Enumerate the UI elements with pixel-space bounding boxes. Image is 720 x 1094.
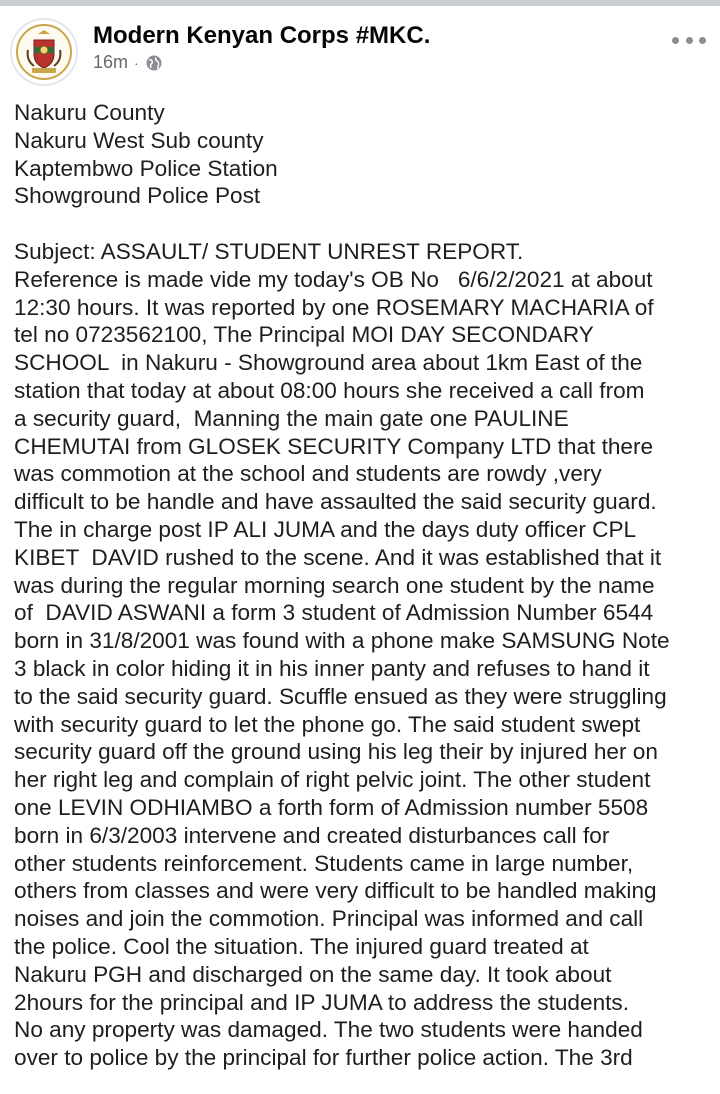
body-line: of DAVID ASWANI a form 3 student of Admission Number 6544 bbox=[14, 600, 654, 626]
body-line: born in 31/8/2001 was found with a phone make SAMSUNG Note bbox=[14, 628, 670, 654]
page-avatar[interactable] bbox=[10, 18, 78, 86]
body-line: her right leg and complain of right pelvic joint. The other student bbox=[14, 767, 651, 793]
body-line: 3 black in color hiding it in his inner panty and refuses to hand it bbox=[14, 655, 650, 681]
more-dot bbox=[672, 37, 679, 44]
body-line: Nakuru PGH and discharged on the same day. It took about bbox=[14, 961, 612, 987]
more-options-icon[interactable] bbox=[672, 32, 706, 48]
body-line: was commotion at the school and students are rowdy ,very bbox=[14, 461, 602, 487]
more-dot bbox=[699, 37, 706, 44]
body-line: to the said security guard. Scuffle ensued as they were struggling bbox=[14, 683, 667, 709]
globe-icon[interactable] bbox=[145, 54, 163, 72]
body-line: CHEMUTAI from GLOSEK SECURITY Company LTD that there bbox=[14, 433, 654, 459]
body-line: KIBET DAVID rushed to the scene. And it was established that it bbox=[14, 544, 662, 570]
body-line: was during the regular morning search one student by the name bbox=[14, 572, 655, 598]
address-line: Nakuru County bbox=[14, 100, 165, 125]
body-line: SCHOOL in Nakuru - Showground area about 1km East of the bbox=[14, 350, 643, 376]
meta-separator: · bbox=[134, 54, 139, 71]
body-line: tel no 0723562100, The Principal MOI DAY SECONDARY bbox=[14, 322, 594, 348]
address-line: Kaptembwo Police Station bbox=[14, 155, 278, 181]
post-meta bbox=[93, 52, 163, 73]
body-line: with security guard to let the phone go. The said student swept bbox=[14, 711, 641, 737]
body-line: others from classes and were very difficult to be handled making bbox=[14, 878, 657, 904]
address-line: Showground Police Post bbox=[14, 183, 261, 209]
body-line: over to police by the principal for further police action. The 3rd bbox=[14, 1045, 633, 1071]
body-line: a security guard, Manning the main gate one PAULINE bbox=[14, 405, 569, 431]
body-line: noises and join the commotion. Principal was informed and call bbox=[14, 906, 644, 932]
post-header bbox=[0, 6, 720, 90]
post-text bbox=[14, 99, 718, 1072]
body-line: 2hours for the principal and IP JUMA to address the students. bbox=[14, 989, 629, 1015]
body-line: born in 6/3/2003 intervene and created disturbances call for bbox=[14, 822, 610, 848]
page-name[interactable]: Modern Kenyan Corps #MKC. bbox=[93, 22, 431, 49]
body-line: Subject: ASSAULT/ STUDENT UNREST REPORT. bbox=[14, 238, 524, 264]
body-line: the police. Cool the situation. The injured guard treated at bbox=[14, 933, 589, 959]
post-time[interactable]: 16m bbox=[93, 52, 129, 72]
more-dot bbox=[686, 37, 693, 44]
paragraph-gap bbox=[14, 210, 718, 238]
body-line: difficult to be handle and have assaulted the said security guard. bbox=[14, 489, 657, 515]
police-emblem-icon bbox=[12, 20, 76, 84]
body-line: security guard off the ground using his leg their by injured her on bbox=[14, 739, 658, 765]
body-line: station that today at about 08:00 hours she received a call from bbox=[14, 377, 645, 403]
body-line: other students reinforcement. Students came in large number, bbox=[14, 850, 634, 876]
address-line: Nakuru West Sub county bbox=[14, 127, 264, 153]
body-line: one LEVIN ODHIAMBO a forth form of Admission number 5508 bbox=[14, 794, 649, 820]
body-line: 12:30 hours. It was reported by one ROSEMARY MACHARIA of bbox=[14, 294, 654, 320]
body-line: Reference is made vide my today's OB No 6/6/2/2021 at about bbox=[14, 266, 653, 292]
body-line: The in charge post IP ALI JUMA and the days duty officer CPL bbox=[14, 516, 637, 542]
body-line: No any property was damaged. The two students were handed bbox=[14, 1017, 643, 1043]
